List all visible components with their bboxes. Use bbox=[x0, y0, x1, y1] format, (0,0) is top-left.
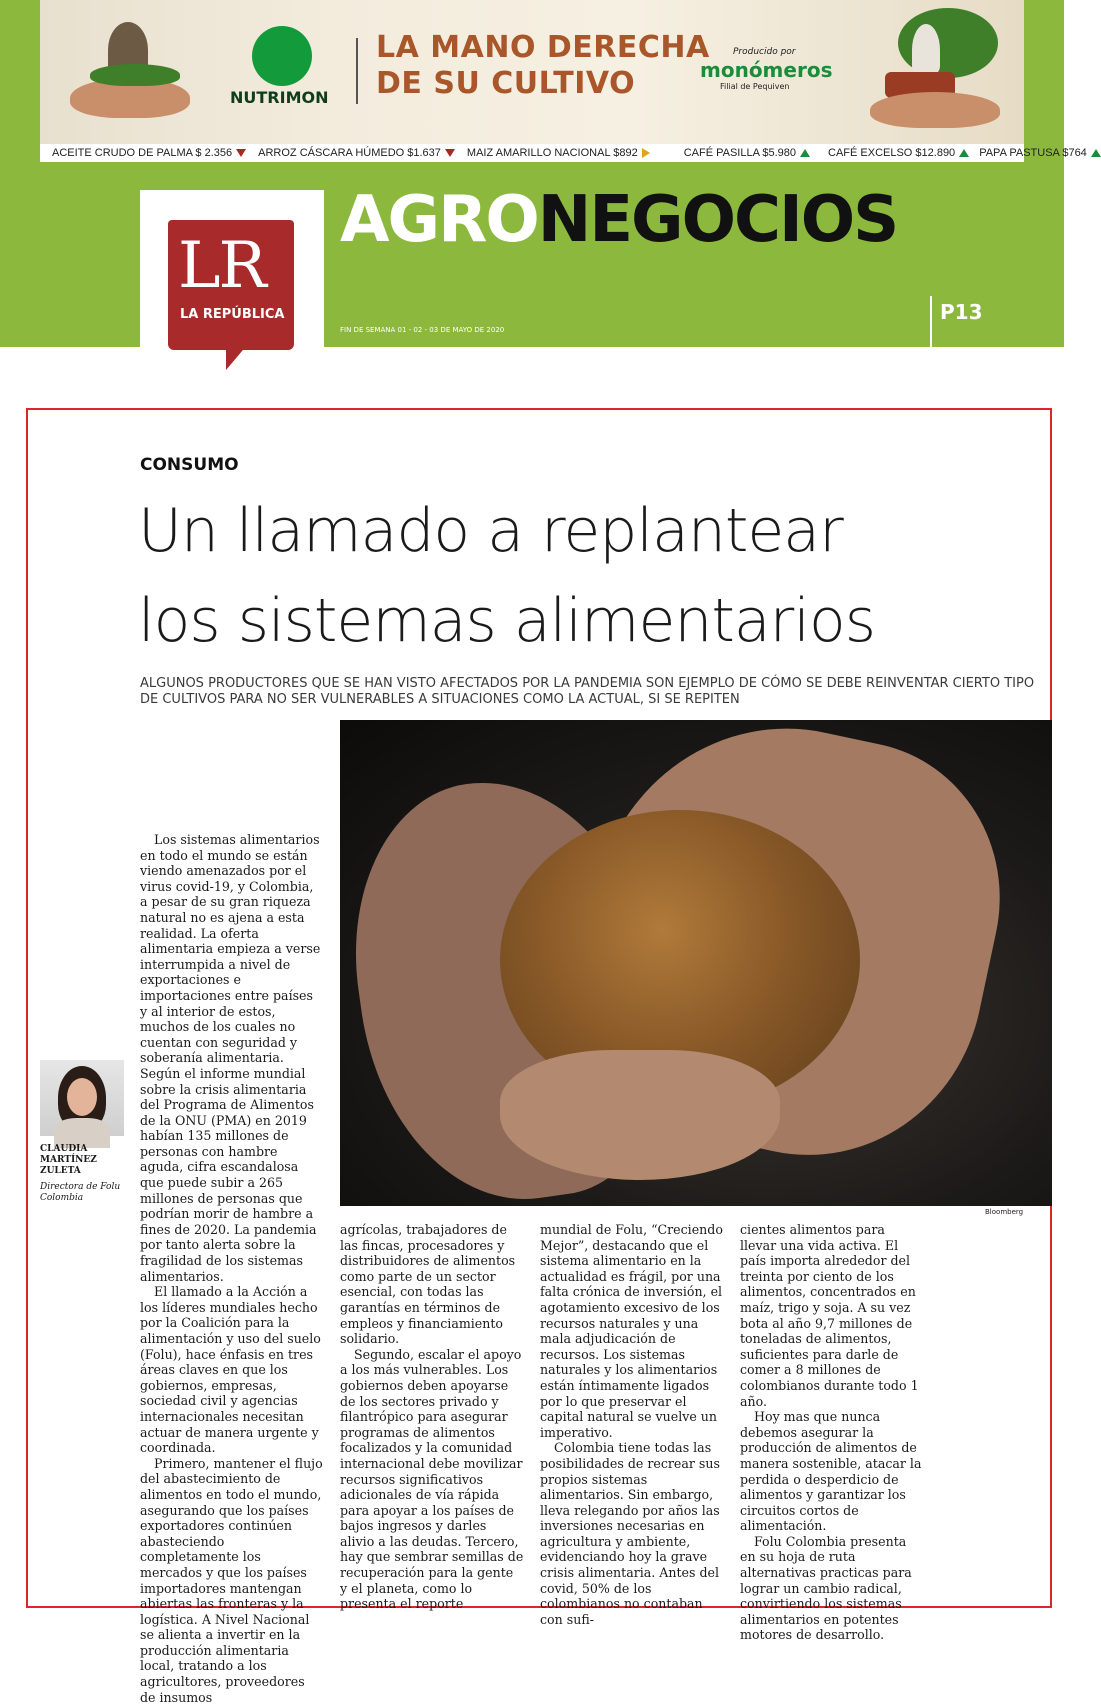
ticker-label: ARROZ CÁSCARA HÚMEDO $1.637 bbox=[258, 147, 441, 159]
photo-credit: Bloomberg bbox=[985, 1208, 1024, 1216]
body-column-4 bbox=[740, 1222, 924, 1643]
ad-headline bbox=[376, 30, 710, 102]
advertisement-banner[interactable] bbox=[40, 0, 1024, 144]
section-title-part2: NEGOCIOS bbox=[537, 183, 898, 257]
commodity-price-ticker bbox=[40, 144, 1087, 162]
trend-flat-icon bbox=[642, 148, 650, 158]
body-paragraph: Segundo, escalar el apoyo a los más vulnerables. Los gobiernos deben apoyarse de los sectores privado y filantrópico para asegurar programas de alimentos focalizados y la comunidad internacional debe movilizar recursos significativos adicionales de vía rápida para apoyar a los países de bajos ingresos y darles alivio a las deudas. Tercero, hay que sembrar semillas de recuperación para la gente y el planeta, como lo presenta el reporte bbox=[340, 1346, 524, 1612]
article-kicker: CONSUMO bbox=[140, 455, 239, 475]
ticker-item bbox=[467, 147, 650, 159]
author-name: CLAUDIA MARTÍNEZ ZULETA bbox=[40, 1144, 97, 1176]
ad-producer: monómeros bbox=[700, 58, 833, 82]
ticker-label: PAPA PASTUSA $764 bbox=[979, 147, 1087, 159]
body-paragraph: Colombia tiene todas las posibilidades de recrear sus propios sistemas alimentarios. Sin embargo, lleva relegando por años las inversiones necesarias en agricultura y ambiente, evidenciando hoy la grave crisis alimentaria. Antes del covid, 50% de los colombianos no contaban con sufi- bbox=[540, 1440, 720, 1627]
ad-subsidiary: Filial de Pequiven bbox=[720, 82, 790, 91]
section-title bbox=[340, 183, 898, 257]
hand-right-image bbox=[870, 92, 1000, 128]
author-photo bbox=[40, 1060, 124, 1136]
logo-name: LA REPÚBLICA bbox=[180, 307, 285, 322]
headline-line2: los sistemas alimentarios bbox=[138, 586, 875, 656]
plant-left-image bbox=[90, 64, 180, 86]
headline-line1: Un llamado a replantear bbox=[138, 496, 843, 566]
article-headline bbox=[138, 486, 1038, 666]
nutrimon-logo-icon bbox=[252, 26, 312, 86]
ad-headline-line1: LA MANO DERECHA bbox=[376, 30, 710, 65]
body-paragraph: Primero, mantener el flujo del abastecimiento de alimentos en todo el mundo, asegurando que los países exportadores continúen abasteciendo completamente los mercados y que los países importadores mantengan abiertas las fronteras y la logística. A Nivel Nacional se alienta a invertir en la producción alimentaria local, tratando a los agricultores, proveedores de insumos bbox=[140, 1455, 323, 1705]
article-photo bbox=[340, 720, 1052, 1206]
trend-down-icon bbox=[445, 149, 455, 157]
logo-letters: LR bbox=[178, 229, 265, 303]
body-column-1 bbox=[140, 832, 324, 1705]
ticker-item bbox=[979, 147, 1101, 159]
page-number-rule bbox=[930, 296, 932, 347]
trend-down-icon bbox=[236, 149, 246, 157]
trend-up-icon bbox=[959, 149, 969, 157]
ad-divider bbox=[356, 38, 358, 104]
ticker-label: CAFÉ EXCELSO $12.890 bbox=[828, 147, 956, 159]
body-paragraph: Los sistemas alimentarios en todo el mundo se están viendo amenazados por el virus covid-19, y Colombia, a pesar de su gran riqueza natural no es ajena a esta realidad. La oferta alimentaria empieza a verse interrumpida a nivel de exportaciones e importaciones entre países y al interior de estos, muchos de los cuales no cuentan con seguridad y soberanía alimentaria. Según el informe mundial sobre la crisis alimentaria del Programa de Alimentos de la ONU (PMA) en 2019 habían 135 millones de personas con hambre aguda, cifra escandalosa que puede subir a 265 millones de personas que podrían morir de hambre a fines de 2020. La pandemia por tanto alerta sobre la fragilidad de los sistemas alimentarios. bbox=[140, 832, 321, 1284]
trend-up-icon bbox=[800, 149, 810, 157]
author-face bbox=[67, 1078, 97, 1116]
ticker-item bbox=[684, 147, 810, 159]
trend-up-icon bbox=[1091, 149, 1101, 157]
dateline: FIN DE SEMANA 01 - 02 - 03 DE MAYO DE 2020 bbox=[340, 326, 505, 334]
body-paragraph: Hoy mas que nunca debemos asegurar la producción de alimentos de manera sostenible, atacar la perdida o desperdicio de alimentos y garantizar los circuitos cortos de alimentación. bbox=[740, 1409, 922, 1534]
farmer-right-image bbox=[912, 24, 940, 76]
fingers-shape bbox=[500, 1050, 780, 1180]
section-title-part1: AGRO bbox=[340, 183, 538, 257]
author-role: Directora de Folu Colombia bbox=[40, 1182, 121, 1203]
ticker-label: MAIZ AMARILLO NACIONAL $892 bbox=[466, 147, 638, 159]
body-paragraph: Folu Colombia presenta en su hoja de ruta alternativas practicas para lograr un cambio radical, convirtiendo los sistemas alimentarios en potentes motores de desarrollo. bbox=[740, 1533, 912, 1643]
ticker-item bbox=[258, 147, 455, 159]
ticker-item bbox=[52, 147, 246, 159]
body-paragraph: agrícolas, trabajadores de las fincas, procesadores y distribuidores de alimentos como parte de un sector esencial, con todas las garantías en términos de empleos y financiamiento solidario. bbox=[340, 1222, 516, 1347]
page-number: P13 bbox=[940, 300, 983, 324]
article-dek: ALGUNOS PRODUCTORES QUE SE HAN VISTO AFECTADOS POR LA PANDEMIA SON EJEMPLO DE CÓMO SE DEBE REINVENTAR CIERTO TIPO DE CULTIVOS PARA NO SER VULNERABLES A SITUACIONES COMO LA ACTUAL, SI SE REPITEN bbox=[140, 676, 1035, 707]
ad-headline-line2: DE SU CULTIVO bbox=[376, 66, 636, 101]
ticker-item bbox=[828, 147, 969, 159]
ticker-label: CAFÉ PASILLA $5.980 bbox=[683, 147, 796, 159]
ad-produced-by: Producido por bbox=[733, 47, 796, 57]
body-column-3 bbox=[540, 1222, 724, 1627]
logo-speech-tail bbox=[226, 344, 248, 370]
body-paragraph: El llamado a la Acción a los líderes mundiales hecho por la Coalición para la alimentación y uso del suelo (Folu), hace énfasis en tres áreas claves en que los gobiernos, empresas, sociedad civil y agencias internacionales necesitan actuar de manera urgente y coordinada. bbox=[140, 1284, 321, 1456]
ticker-label: ACEITE CRUDO DE PALMA $ 2.356 bbox=[52, 147, 233, 159]
body-paragraph: cientes alimentos para llevar una vida activa. El país importa alrededor del treinta por ciento de los alimentos, concentrados en maíz, trigo y soja. A su vez bota al año 9,7 millones de toneladas de alimentos, suficientes para darle de comer a 8 millones de colombianos durante todo 1 año. bbox=[740, 1222, 919, 1409]
body-paragraph: mundial de Folu, “Creciendo Mejor”, destacando que el sistema alimentario en la actualidad es frágil, por una falta crónica de inversión, el agotamiento excesivo de los recursos naturales y una mala adjudicación de recursos. Los sistemas naturales y los alimentarios están íntimamente ligados por lo que preservar el capital natural se vuelve un imperativo. bbox=[540, 1222, 723, 1440]
nutrimon-brand: NUTRIMON bbox=[230, 88, 329, 107]
body-column-2 bbox=[340, 1222, 524, 1612]
